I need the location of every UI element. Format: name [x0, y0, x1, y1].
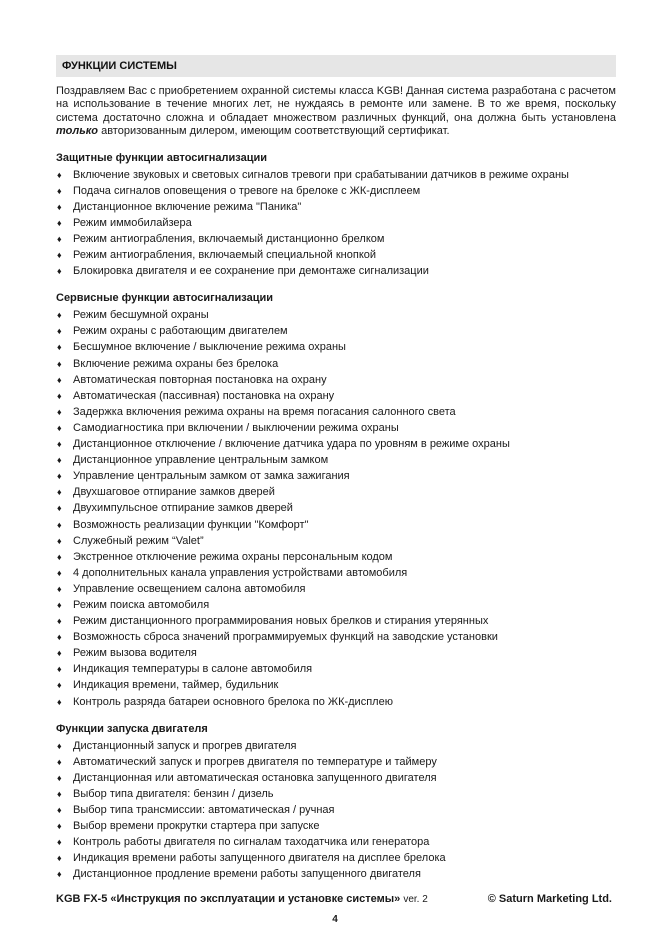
- list-item-text: 4 дополнительных канала управления устройствами автомобиля: [73, 566, 408, 579]
- list-item: [56, 183, 616, 199]
- list-item-text: Включение звуковых и световых сигналов тревоги при срабатывании датчиков в режиме охраны: [73, 168, 569, 181]
- list-item-text: Режим иммобилайзера: [73, 216, 192, 229]
- diamond-bullet-icon: ♦: [57, 616, 62, 627]
- list-item-text: Дистанционное включение режима "Паника": [73, 200, 302, 213]
- list-item: [56, 436, 616, 452]
- list-item: [56, 356, 616, 372]
- list-item-text: Включение режима охраны без брелока: [73, 357, 279, 370]
- list-item-text: Задержка включения режима охраны на время погасания салонного света: [73, 405, 456, 418]
- list-item-text: Режим антиограбления, включаемый специальной кнопкой: [73, 249, 377, 262]
- diamond-bullet-icon: ♦: [57, 439, 62, 450]
- list-item: [56, 834, 616, 850]
- subsection-heading: Сервисные функции автосигнализации: [56, 292, 273, 305]
- list-item-text: Автоматическая (пассивная) постановка на охрану: [73, 389, 335, 402]
- diamond-bullet-icon: ♦: [57, 250, 62, 261]
- list-item-text: Дистанционное продление времени работы запущенного двигателя: [73, 868, 421, 881]
- list-item: [56, 323, 616, 339]
- list-item: [56, 613, 616, 629]
- diamond-bullet-icon: ♦: [57, 821, 62, 832]
- function-list: [56, 738, 616, 883]
- list-item: [56, 339, 616, 355]
- list-item: [56, 818, 616, 834]
- list-item: [56, 500, 616, 516]
- diamond-bullet-icon: ♦: [57, 788, 62, 799]
- list-item: [56, 850, 616, 866]
- list-item-text: Дистанционный запуск и прогрев двигателя: [73, 739, 297, 752]
- diamond-bullet-icon: ♦: [57, 471, 62, 482]
- list-item-text: Двухшаговое отпирание замков дверей: [73, 486, 275, 499]
- list-item: [56, 549, 616, 565]
- list-item: [56, 372, 616, 388]
- list-item-text: Дистанционное управление центральным замком: [73, 454, 329, 467]
- list-item-text: Индикация времени работы запущенного двигателя на дисплее брелока: [73, 852, 446, 865]
- diamond-bullet-icon: ♦: [57, 805, 62, 815]
- list-item-text: Выбор типа двигателя: бензин / дизель: [73, 787, 274, 800]
- document-page: [56, 55, 616, 882]
- list-item-text: Режим дистанционного программирования новых брелков и стирания утерянных: [73, 615, 489, 628]
- intro-text-end: авторизованным дилером, имеющим соответствующий сертификат.: [98, 125, 450, 138]
- diamond-bullet-icon: ♦: [57, 664, 62, 675]
- list-item: [56, 167, 616, 183]
- diamond-bullet-icon: ♦: [57, 422, 62, 433]
- list-item-text: Контроль разряда батареи основного брелока по ЖК-дисплею: [73, 695, 393, 708]
- page-number: 4: [332, 914, 338, 925]
- diamond-bullet-icon: ♦: [57, 853, 62, 864]
- diamond-bullet-icon: ♦: [57, 869, 62, 880]
- list-item: [56, 661, 616, 677]
- list-item-text: Выбор типа трансмиссии: автоматическая / ручная: [73, 804, 335, 816]
- list-item-text: Блокировка двигателя и ее сохранение при демонтаже сигнализации: [73, 265, 429, 278]
- function-groups: [56, 151, 616, 883]
- intro-text-start: Поздравляем Вас с приобретением охранной системы класса KGB! Данная система разработана с расчетом на использование в течение многих лет, не нуждаясь в ремонте или замене. В то же время, поскольку система достаточно сложна и обладает множеством различных функций, она должна быть установлена: [56, 85, 616, 124]
- list-item: [56, 770, 616, 786]
- footer-title-line: [56, 893, 428, 905]
- diamond-bullet-icon: ♦: [57, 632, 62, 643]
- diamond-bullet-icon: ♦: [57, 567, 62, 578]
- list-item-text: Подача сигналов оповещения о тревоге на брелоке с ЖК-дисплеем: [73, 184, 421, 197]
- diamond-bullet-icon: ♦: [57, 326, 62, 337]
- list-item: [56, 802, 616, 818]
- list-item-text: Дистанционное отключение / включение датчика удара по уровням в режиме охраны: [73, 438, 510, 451]
- list-item: [56, 215, 616, 231]
- list-item: [56, 754, 616, 770]
- diamond-bullet-icon: ♦: [57, 599, 62, 610]
- list-item: [56, 452, 616, 468]
- diamond-bullet-icon: ♦: [57, 310, 62, 321]
- list-item-text: Контроль работы двигателя по сигналам таходатчика или генератора: [73, 836, 430, 849]
- list-item-text: Служебный режим “Valet”: [73, 534, 204, 547]
- list-item: [56, 404, 616, 420]
- diamond-bullet-icon: ♦: [57, 487, 62, 498]
- diamond-bullet-icon: ♦: [57, 680, 62, 691]
- list-item-text: Экстренное отключение режима охраны персональным кодом: [73, 550, 393, 563]
- intro-paragraph: [56, 85, 616, 139]
- list-item-text: Возможность сброса значений программируемых функций на заводские установки: [73, 631, 498, 644]
- list-item: [56, 231, 616, 247]
- diamond-bullet-icon: ♦: [57, 740, 62, 751]
- list-item: [56, 645, 616, 661]
- list-item: [56, 517, 616, 533]
- list-item-text: Режим бесшумной охраны: [73, 309, 209, 322]
- diamond-bullet-icon: ♦: [57, 772, 62, 783]
- diamond-bullet-icon: ♦: [57, 535, 62, 546]
- diamond-bullet-icon: ♦: [57, 201, 62, 212]
- list-item-text: Двухимпульсное отпирание замков дверей: [73, 502, 293, 515]
- list-item-text: Режим поиска автомобиля: [73, 598, 210, 611]
- list-item: [56, 468, 616, 484]
- diamond-bullet-icon: ♦: [57, 342, 62, 353]
- list-item-text: Автоматический запуск и прогрев двигателя по температуре и таймеру: [73, 755, 437, 768]
- footer-version: ver. 2: [403, 894, 428, 905]
- diamond-bullet-icon: ♦: [57, 390, 62, 401]
- diamond-bullet-icon: ♦: [57, 185, 62, 196]
- list-item-text: Самодиагностика при включении / выключении режима охраны: [73, 421, 399, 434]
- list-item: [56, 533, 616, 549]
- section-title: ФУНКЦИИ СИСТЕМЫ: [56, 55, 616, 77]
- list-item: [56, 677, 616, 693]
- list-item-text: Индикация времени, таймер, будильник: [73, 679, 279, 692]
- diamond-bullet-icon: ♦: [57, 169, 62, 180]
- subsection-heading: Функции запуска двигателя: [56, 722, 208, 735]
- diamond-bullet-icon: ♦: [57, 234, 62, 244]
- list-item-text: Выбор времени прокрутки стартера при запуске: [73, 820, 320, 833]
- list-item: [56, 263, 616, 279]
- footer-title: KGB FX-5 «Инструкция по эксплуатации и установке системы»: [56, 893, 401, 905]
- list-item: [56, 629, 616, 645]
- list-item-text: Управление освещением салона автомобиля: [73, 582, 306, 595]
- list-item: [56, 581, 616, 597]
- diamond-bullet-icon: ♦: [57, 519, 62, 530]
- list-item: [56, 694, 616, 710]
- list-item: [56, 484, 616, 500]
- footer-copyright: © Saturn Marketing Ltd.: [487, 893, 612, 905]
- list-item: [56, 307, 616, 323]
- diamond-bullet-icon: ♦: [57, 406, 62, 417]
- list-item-text: Режим вызова водителя: [73, 647, 197, 660]
- diamond-bullet-icon: ♦: [57, 696, 62, 707]
- list-item: [56, 199, 616, 215]
- list-item: [56, 597, 616, 613]
- diamond-bullet-icon: ♦: [57, 583, 62, 594]
- list-item-text: Управление центральным замком от замка зажигания: [73, 470, 350, 483]
- list-item-text: Режим охраны с работающим двигателем: [73, 325, 288, 338]
- list-item-text: Режим антиограбления, включаемый дистанционно брелком: [73, 233, 385, 245]
- diamond-bullet-icon: ♦: [57, 374, 62, 385]
- diamond-bullet-icon: ♦: [57, 551, 62, 562]
- list-item-text: Бесшумное включение / выключение режима охраны: [73, 341, 346, 354]
- diamond-bullet-icon: ♦: [57, 503, 62, 514]
- function-list: [56, 167, 616, 280]
- list-item: [56, 247, 616, 263]
- list-item: [56, 388, 616, 404]
- list-item-text: Индикация температуры в салоне автомобиля: [73, 663, 313, 676]
- list-item-text: Дистанционная или автоматическая остановка запущенного двигателя: [73, 771, 437, 784]
- diamond-bullet-icon: ♦: [57, 648, 62, 659]
- list-item: [56, 565, 616, 581]
- list-item: [56, 866, 616, 882]
- list-item-text: Возможность реализации функции "Комфорт": [73, 518, 309, 531]
- function-list: [56, 307, 616, 709]
- list-item-text: Автоматическая повторная постановка на охрану: [73, 373, 327, 386]
- list-item: [56, 786, 616, 802]
- diamond-bullet-icon: ♦: [57, 756, 62, 767]
- intro-emphasis: только: [56, 125, 99, 138]
- diamond-bullet-icon: ♦: [57, 837, 62, 848]
- list-item: [56, 738, 616, 754]
- diamond-bullet-icon: ♦: [57, 358, 62, 369]
- diamond-bullet-icon: ♦: [57, 455, 62, 466]
- diamond-bullet-icon: ♦: [57, 266, 62, 277]
- list-item: [56, 420, 616, 436]
- diamond-bullet-icon: ♦: [57, 217, 62, 228]
- subsection-heading: Защитные функции автосигнализации: [56, 151, 267, 164]
